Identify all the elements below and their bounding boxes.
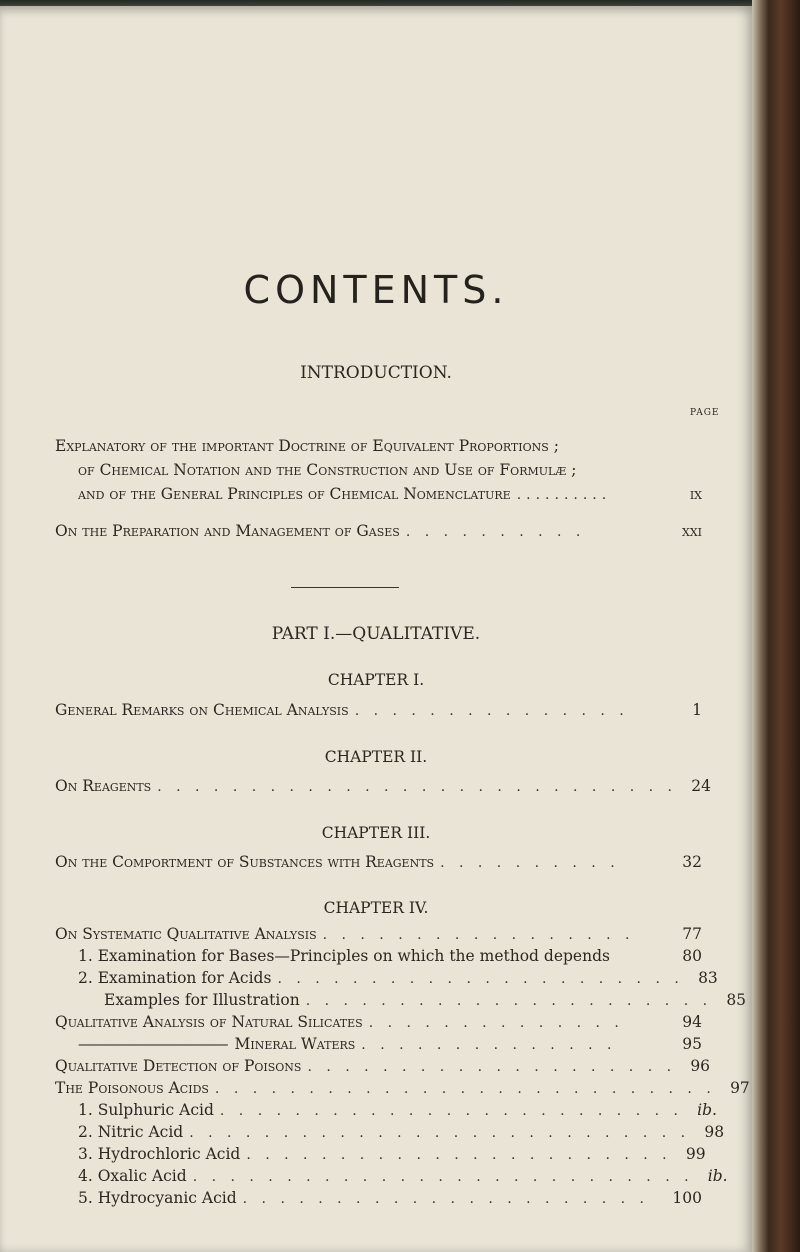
- page-number: xxi: [681, 522, 702, 540]
- page-number: 96: [690, 1057, 711, 1075]
- page-number: 24: [691, 777, 711, 795]
- leader-dots: . . . . . . . . . . . . . . . . . . . .: [307, 1059, 677, 1075]
- leader-dots: . . . . . . . . . . . . . . . . . . . . . . .: [246, 1147, 672, 1163]
- page-number: 83: [698, 969, 718, 987]
- section-divider: [291, 587, 399, 588]
- leader-dots: . . . . . . . . . . . . . . . . . . . . . . . . . . .: [214, 1081, 716, 1097]
- chapter-3-heading: CHAPTER III.: [321, 824, 431, 842]
- leader-dots: . . . . . . . . . . . . . . . . . . . . . . . . . . . .: [157, 779, 677, 795]
- chapter-4-entry-3: 2. Examination for Acids . . . . . . . . . . . . . . . . . . . . . . 83: [78, 969, 718, 987]
- leader-dots: ..........: [516, 487, 612, 503]
- chapter-3-entry: On the Comportment of Substances with Reagents . . . . . . . . . . 32: [55, 853, 702, 871]
- chapter-4-entry-7: Qualitative Detection of Poisons . . . . . . . . . . . . . . . . . . . . 96: [55, 1057, 711, 1075]
- page-number: 98: [704, 1123, 725, 1141]
- leader-dots: . . . . . . . . . . . . . . . . . . . . . . . . . . .: [189, 1125, 691, 1141]
- book-page: [0, 6, 752, 1252]
- leader-dots: . . . . . . . . . . . . . . . . . . . . . .: [277, 971, 684, 987]
- leader-dots: . . . . . . . . . . . . . . . . . . . . . . . . . . .: [192, 1169, 694, 1185]
- chapter-4-heading: CHAPTER IV.: [323, 899, 429, 917]
- chapter-4-entry-5: Qualitative Analysis of Natural Silicates . . . . . . . . . . . . . . 94: [55, 1013, 702, 1031]
- chapter-4-entry-1: On Systematic Qualitative Analysis . . . . . . . . . . . . . . . . . 77: [55, 925, 702, 943]
- page-title: CONTENTS.: [243, 268, 509, 312]
- page-number: ix: [689, 485, 702, 503]
- page-number: 80: [682, 947, 702, 965]
- intro-entry-1-line-2: of Chemical Notation and the Construction and Use of Formulæ ;: [78, 461, 577, 479]
- page-number: 100: [672, 1189, 702, 1207]
- page-number: 1: [692, 701, 702, 719]
- leader-dots: . . . . . . . . . . . . . . .: [354, 703, 629, 719]
- page-number: 94: [682, 1013, 702, 1031]
- part-heading: PART I.—QUALITATIVE.: [271, 624, 481, 644]
- page-number: 85: [726, 991, 747, 1009]
- leader-dots: . . . . . . . . . .: [440, 855, 620, 871]
- chapter-1-heading: CHAPTER I.: [327, 671, 425, 689]
- book-spine-edge: [752, 0, 800, 1252]
- leader-dots: . . . . . . . . . . . . . . . . . . . . . .: [242, 1191, 649, 1207]
- leader-dots: . . . . . . . . . .: [405, 524, 586, 540]
- page-number: 97: [730, 1079, 750, 1097]
- page-number: 32: [682, 853, 702, 871]
- chapter-4-entry-9: 1. Sulphuric Acid . . . . . . . . . . . . . . . . . . . . . . . . . ib.: [78, 1101, 717, 1119]
- chapter-4-entry-13: 5. Hydrocyanic Acid . . . . . . . . . . . . . . . . . . . . . . 100: [78, 1189, 702, 1207]
- introduction-heading: INTRODUCTION.: [300, 363, 452, 383]
- chapter-4-entry-10: 2. Nitric Acid . . . . . . . . . . . . . . . . . . . . . . . . . . . 98: [78, 1123, 725, 1141]
- leader-dots: . . . . . . . . . . . . . .: [368, 1015, 624, 1031]
- page-number: 77: [682, 925, 702, 943]
- page-column-header: PAGE: [690, 408, 720, 418]
- chapter-4-entry-11: 3. Hydrochloric Acid . . . . . . . . . . . . . . . . . . . . . . . 99: [78, 1145, 706, 1163]
- leader-dots: . . . . . . . . . . . . . . . . .: [322, 927, 635, 943]
- page-number: ib.: [707, 1167, 728, 1185]
- chapter-2-heading: CHAPTER II.: [324, 748, 428, 766]
- leader-dots: . . . . . . . . . . . . . .: [361, 1037, 617, 1053]
- chapter-4-entry-8: The Poisonous Acids . . . . . . . . . . . . . . . . . . . . . . . . . . . 97: [55, 1079, 750, 1097]
- leader-dots: . . . . . . . . . . . . . . . . . . . . . . . . .: [219, 1103, 683, 1119]
- intro-entry-2: On the Preparation and Management of Gases . . . . . . . . . . xxi: [55, 522, 702, 540]
- chapter-4-entry-2: 1. Examination for Bases—Principles on which the method depends 80: [78, 947, 702, 965]
- chapter-1-entry: General Remarks on Chemical Analysis . . . . . . . . . . . . . . . 1: [55, 701, 702, 719]
- chapter-4-entry-12: 4. Oxalic Acid . . . . . . . . . . . . . . . . . . . . . . . . . . . ib.: [78, 1167, 728, 1185]
- chapter-4-entry-6: ——————————— Mineral Waters . . . . . . . . . . . . . . 95: [78, 1035, 702, 1053]
- chapter-4-entry-4: Examples for Illustration . . . . . . . . . . . . . . . . . . . . . . 85: [104, 991, 747, 1009]
- leader-dots: . . . . . . . . . . . . . . . . . . . . . .: [305, 993, 713, 1009]
- page-number: 95: [682, 1035, 702, 1053]
- page-number: ib.: [697, 1101, 717, 1119]
- intro-entry-1-line-1: Explanatory of the important Doctrine of Equivalent Proportions ;: [55, 437, 559, 455]
- page-number: 99: [685, 1145, 706, 1163]
- intro-entry-1-line-3: and of the General Principles of Chemical Nomenclature .......... ix: [78, 485, 702, 503]
- chapter-2-entry: On Reagents . . . . . . . . . . . . . . . . . . . . . . . . . . . . 24: [55, 777, 711, 795]
